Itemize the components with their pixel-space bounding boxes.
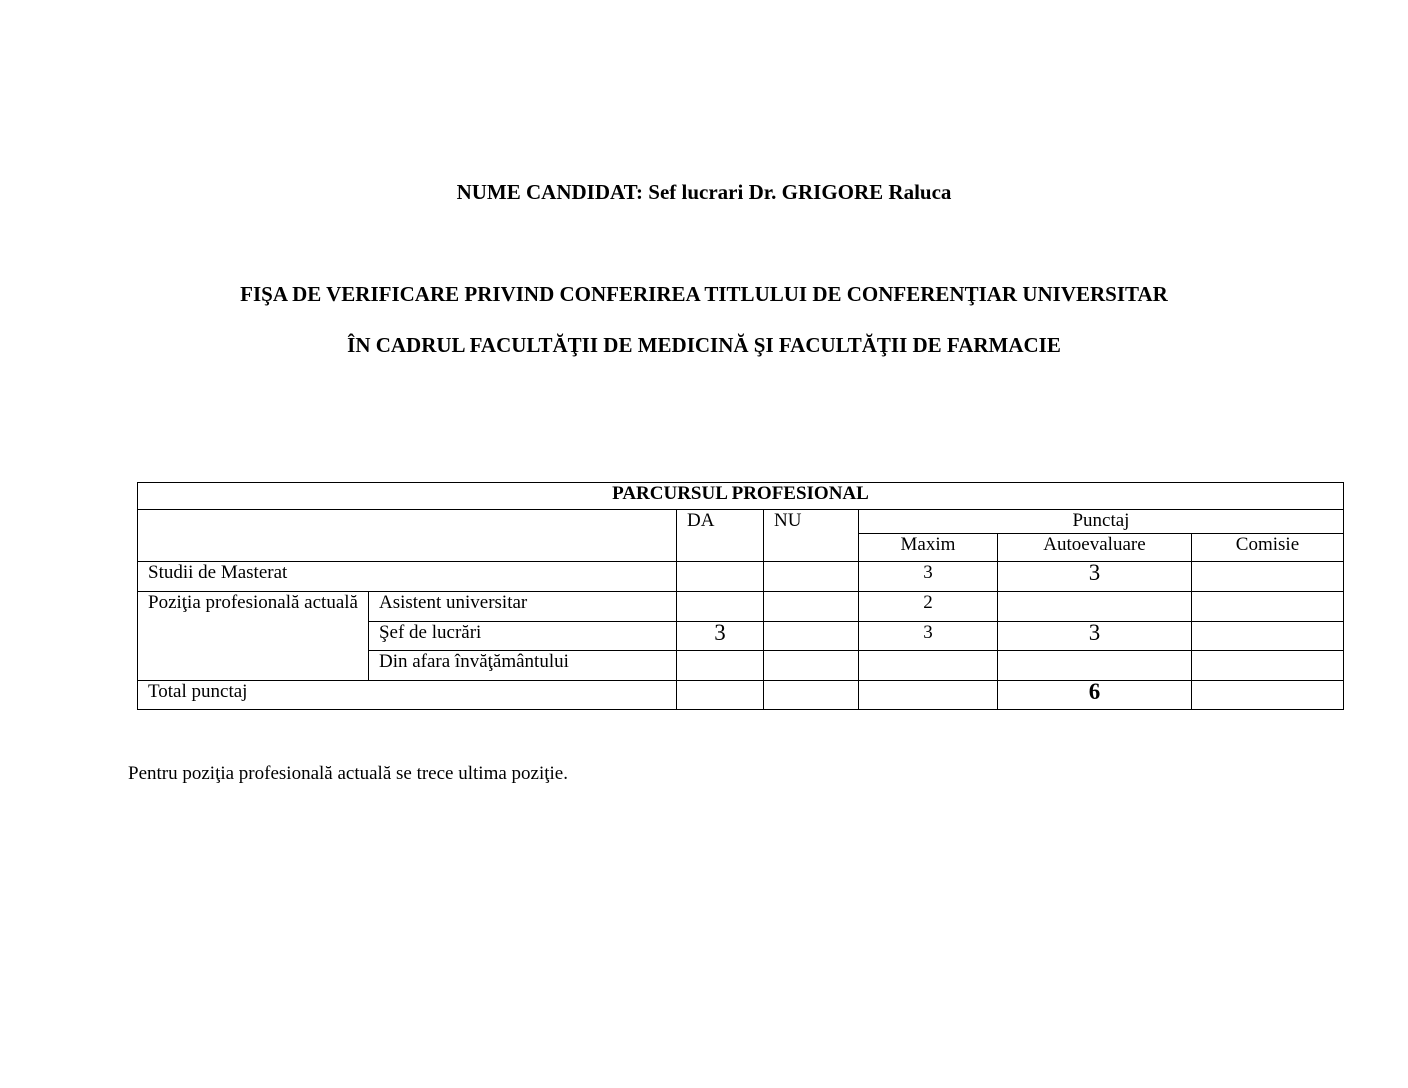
table-row — [138, 592, 1344, 622]
cell-autoevaluare — [997, 592, 1191, 622]
cell-da — [676, 592, 763, 622]
header-autoevaluare: Autoevaluare — [997, 534, 1191, 562]
cell-maxim — [858, 651, 997, 681]
cell-da — [676, 681, 763, 710]
header-punctaj: Punctaj — [858, 510, 1343, 534]
cell-da: 3 — [676, 622, 763, 651]
cell-da — [676, 562, 763, 592]
header-nu: NU — [763, 510, 858, 562]
position-group-label: Poziţia profesională actuală — [138, 592, 369, 681]
form-title-line-1: FIŞA DE VERIFICARE PRIVIND CONFERIREA TITLULUI DE CONFERENŢIAR UNIVERSITAR — [240, 282, 1168, 306]
cell-maxim — [858, 681, 997, 710]
cell-maxim: 2 — [858, 592, 997, 622]
cell-nu — [763, 592, 858, 622]
total-label: Total punctaj — [138, 681, 677, 710]
cell-nu — [763, 681, 858, 710]
blank-header-cell — [138, 510, 677, 562]
cell-autoevaluare: 3 — [997, 622, 1191, 651]
cell-comisie — [1191, 681, 1343, 710]
cell-maxim: 3 — [858, 622, 997, 651]
table-row — [138, 562, 1344, 592]
candidate-name: NUME CANDIDAT: Sef lucrari Dr. GRIGORE Raluca — [456, 180, 952, 204]
professional-path-table — [137, 482, 1344, 710]
section-title: PARCURSUL PROFESIONAL — [138, 483, 1344, 510]
footer-note: Pentru poziţia profesională actuală se trece ultima poziţie. — [128, 763, 568, 784]
cell-da — [676, 651, 763, 681]
cell-comisie — [1191, 562, 1343, 592]
header-comisie: Comisie — [1191, 534, 1343, 562]
row-label: Studii de Masterat — [138, 562, 677, 592]
cell-nu — [763, 651, 858, 681]
header-da: DA — [676, 510, 763, 562]
cell-nu — [763, 622, 858, 651]
cell-autoevaluare: 3 — [997, 562, 1191, 592]
cell-autoevaluare — [997, 651, 1191, 681]
header-maxim: Maxim — [858, 534, 997, 562]
table-row-total — [138, 681, 1344, 710]
row-label: Asistent universitar — [368, 592, 676, 622]
cell-comisie — [1191, 651, 1343, 681]
row-label: Şef de lucrări — [368, 622, 676, 651]
cell-total-autoevaluare: 6 — [997, 681, 1191, 710]
cell-nu — [763, 562, 858, 592]
form-title-line-2: ÎN CADRUL FACULTĂŢII DE MEDICINĂ ŞI FACULTĂŢII DE FARMACIE — [347, 333, 1061, 357]
cell-maxim: 3 — [858, 562, 997, 592]
row-label: Din afara învăţământului — [368, 651, 676, 681]
cell-comisie — [1191, 622, 1343, 651]
cell-comisie — [1191, 592, 1343, 622]
